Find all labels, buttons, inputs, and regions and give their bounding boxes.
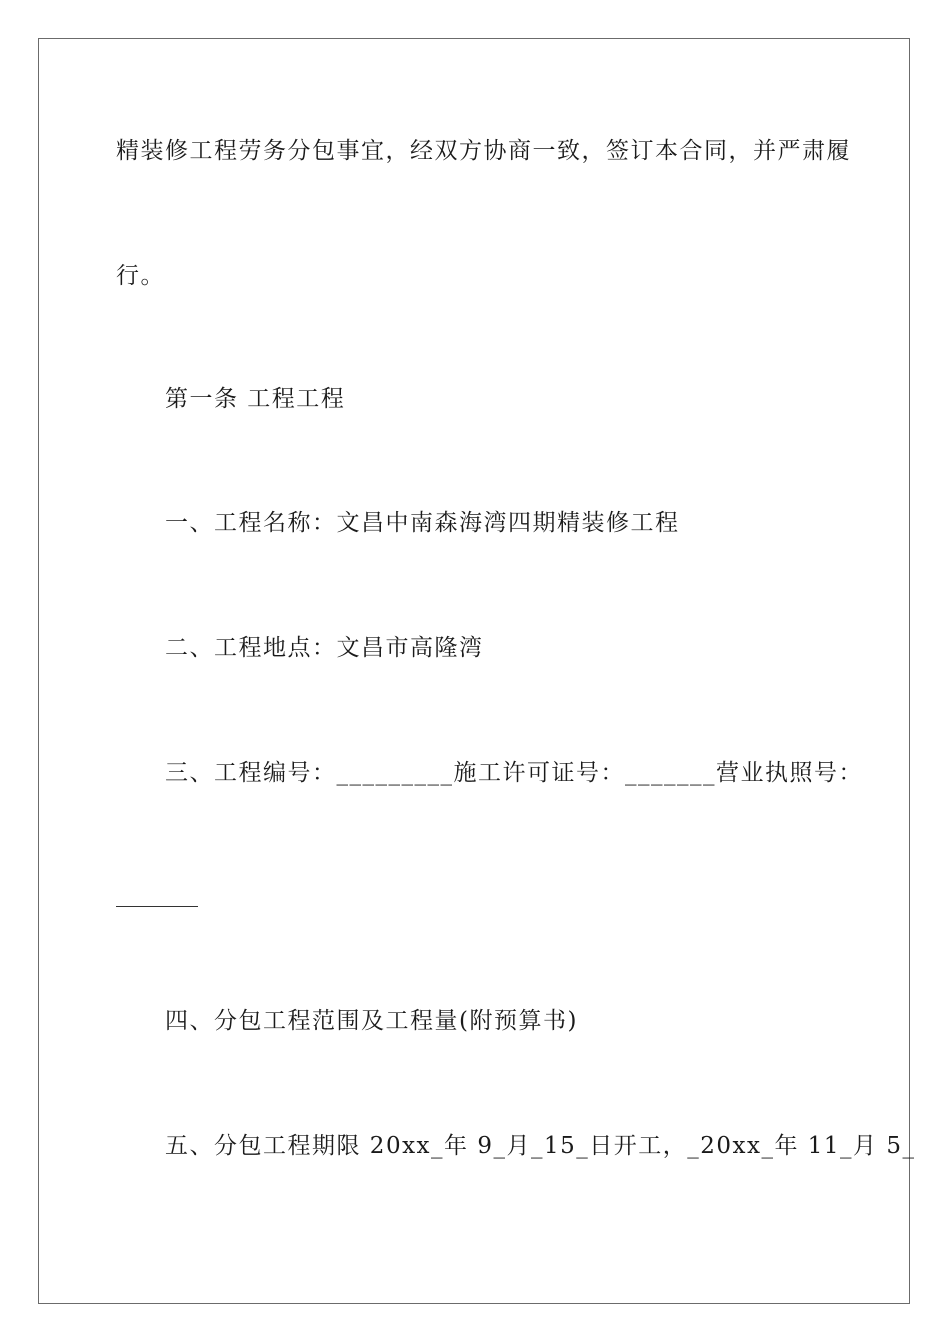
- paragraph-line: 行。: [116, 263, 165, 289]
- paragraph-line: 四、分包工程范围及工程量(附预算书): [165, 1008, 578, 1034]
- paragraph-line: 一、工程名称：文昌中南森海湾四期精装修工程: [165, 510, 680, 536]
- page-frame: [38, 38, 910, 1304]
- paragraph-line: 三、工程编号：_________施工许可证号：_______营业执照号：: [165, 760, 863, 786]
- blank-underline: [116, 906, 198, 907]
- paragraph-line: 精装修工程劳务分包事宜，经双方协商一致，签订本合同，并严肃履: [116, 138, 851, 164]
- article-heading: 第一条 工程工程: [165, 386, 346, 412]
- paragraph-line: 二、工程地点：文昌市高隆湾: [165, 635, 484, 661]
- paragraph-line: 五、分包工程期限 20xx_年 9_月_15_日开工，_20xx_年 11_月 5_: [165, 1133, 916, 1159]
